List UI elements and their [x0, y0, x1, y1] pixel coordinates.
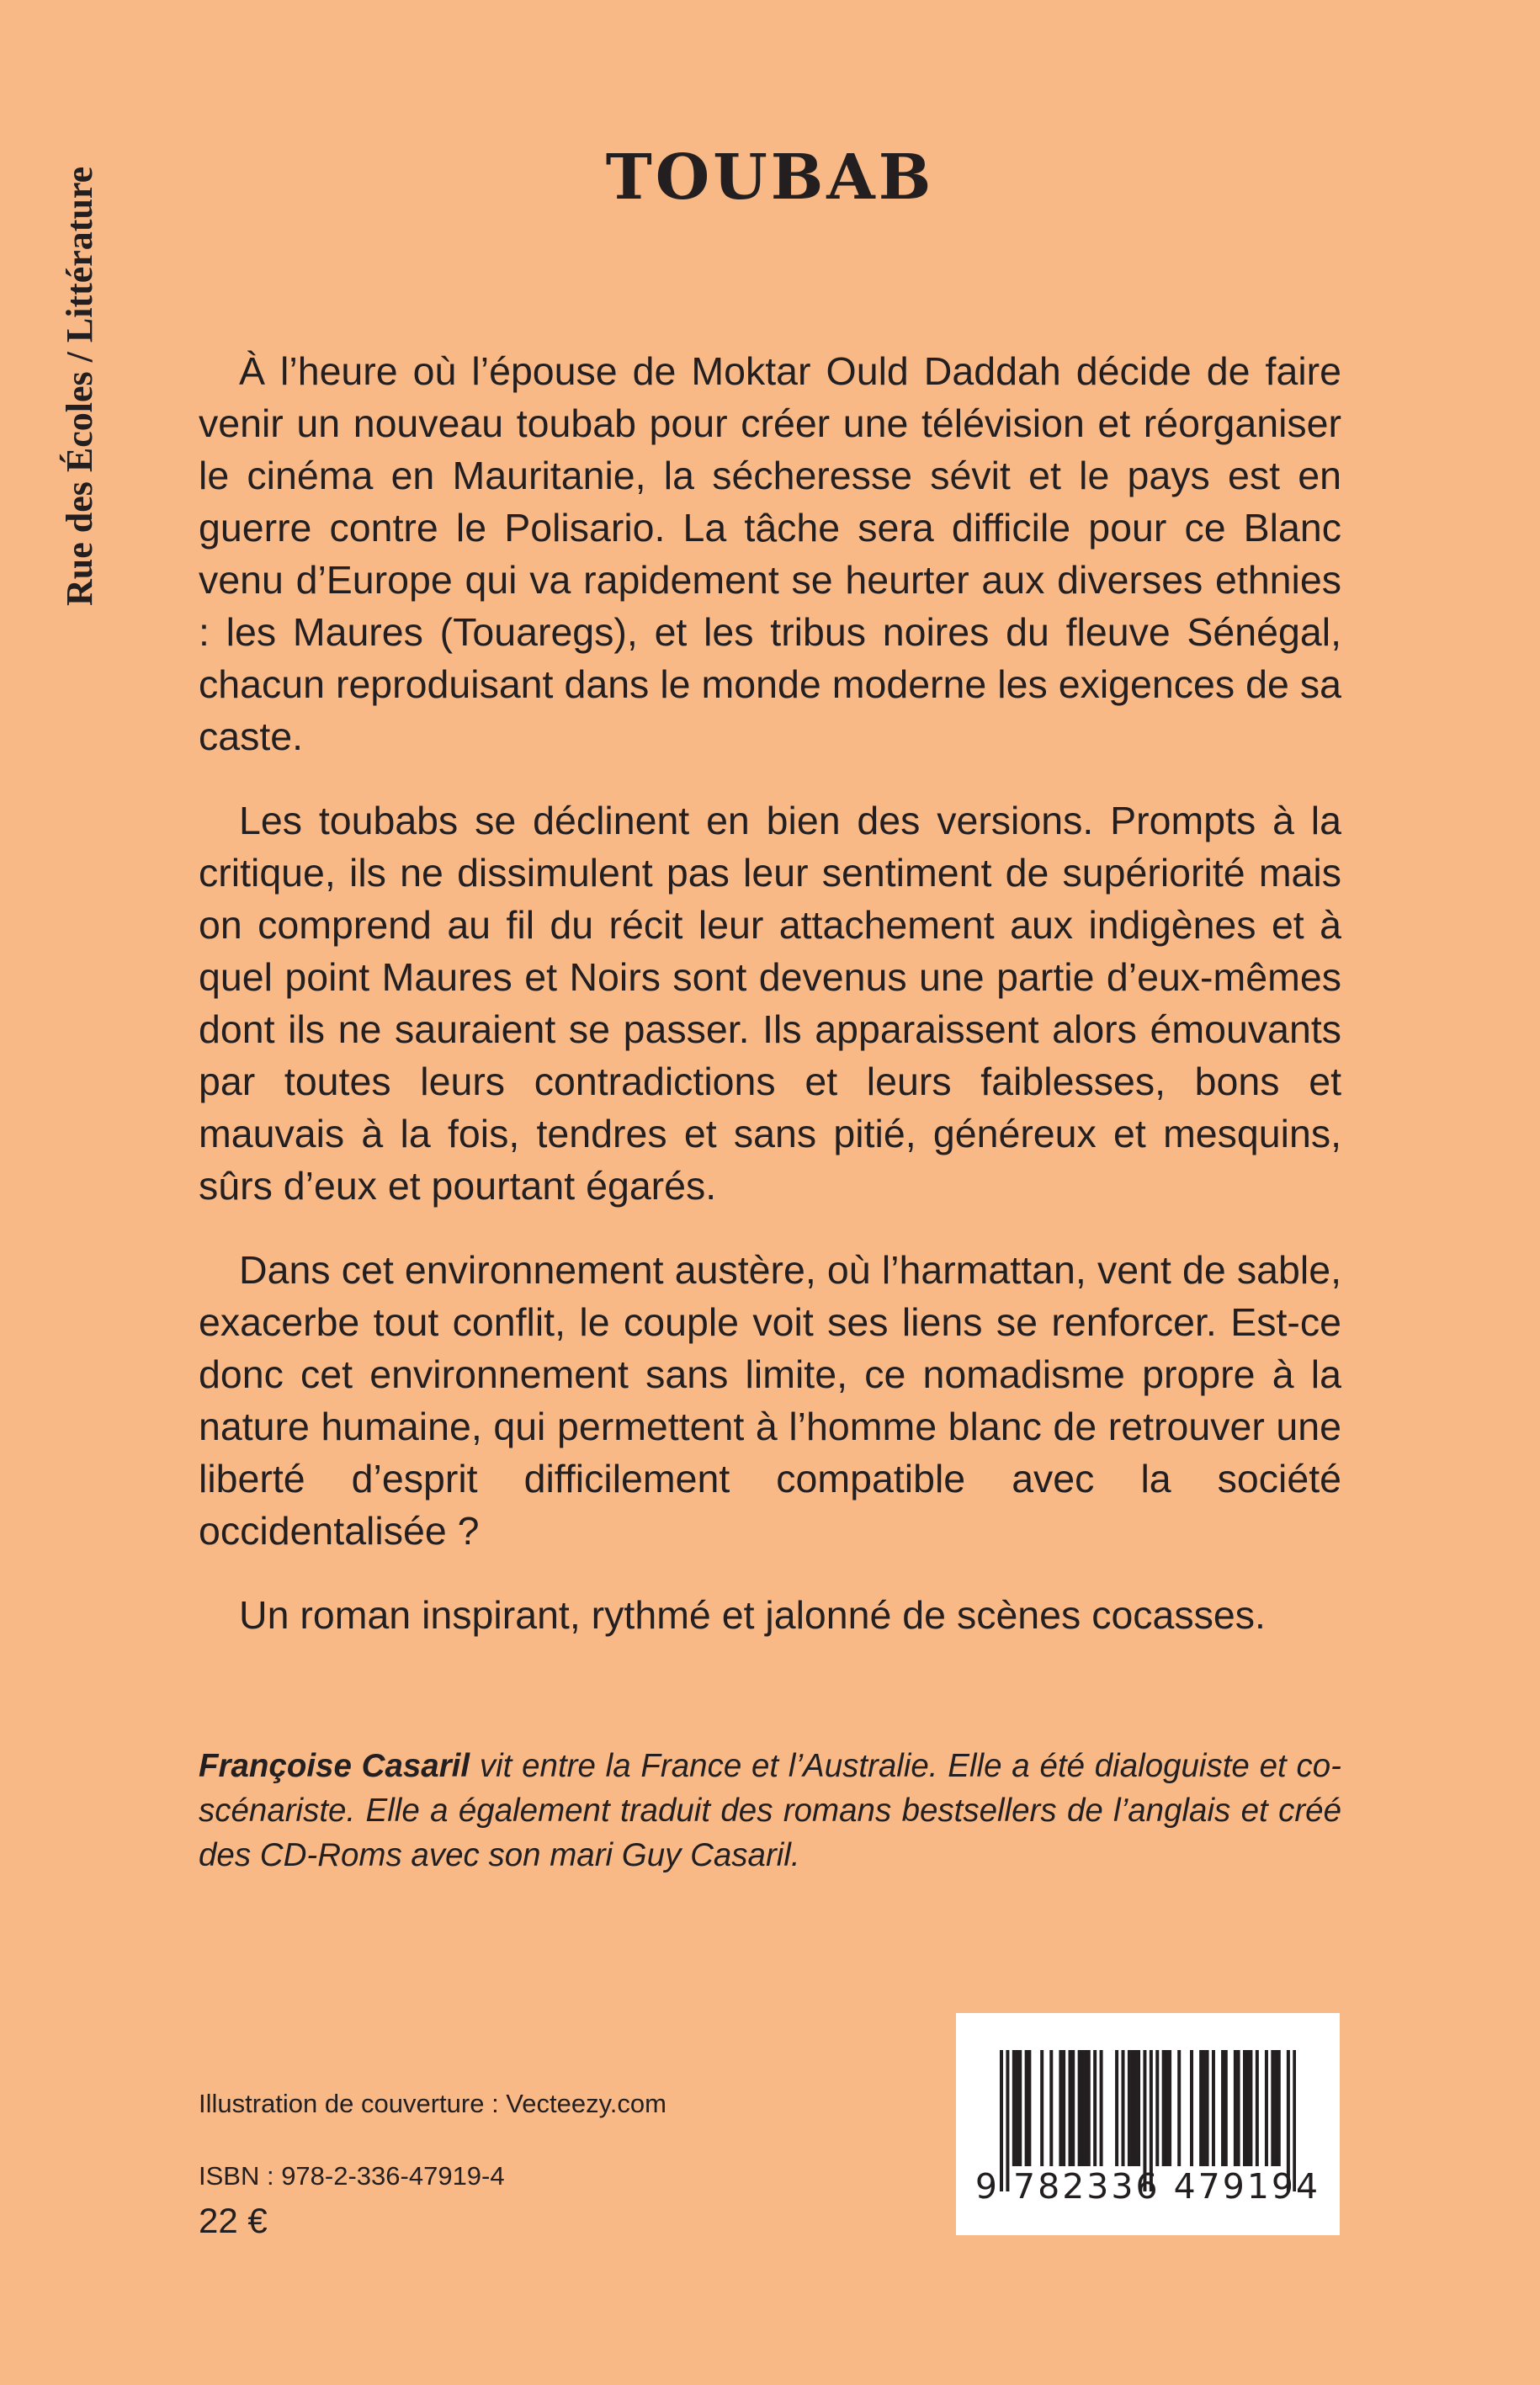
barcode-bar: [1237, 2050, 1240, 2166]
barcode-bar: [1078, 2050, 1081, 2166]
barcode-bar: [1162, 2050, 1166, 2166]
barcode-bar: [1059, 2050, 1062, 2166]
barcode-bar: [1081, 2050, 1084, 2166]
barcode-bar: [1131, 2050, 1134, 2166]
author-name: Françoise Casaril: [199, 1748, 470, 1784]
synopsis-paragraph: Dans cet environnement austère, où l’harmattan, vent de sable, exacerbe tout conflit, le couple voit ses liens se renforcer. Est-ce donc cet environnement sans limite, ce nomadisme propre à la nature humaine, qui permettent à l’homme blanc de retrouver une liberté d’esprit difficilement compatible avec la société occidentalisée ?: [199, 1248, 1341, 1553]
barcode: [956, 2013, 1340, 2235]
barcode-bar: [1137, 2050, 1140, 2166]
synopsis: [199, 345, 1341, 1673]
price: 22 €: [199, 2201, 268, 2240]
spine-collection-label: Rue des Écoles / Littérature: [59, 166, 100, 606]
author-bio: [199, 1744, 1341, 1878]
barcode-bar: [1155, 2050, 1159, 2166]
barcode-bar: [1199, 2050, 1203, 2166]
isbn: ISBN : 978-2-336-47919-4: [199, 2161, 505, 2191]
barcode-bar: [1243, 2050, 1246, 2166]
barcode-bar: [1049, 2050, 1053, 2166]
barcode-bar: [1249, 2050, 1252, 2166]
barcode-bar: [1069, 2050, 1072, 2166]
barcode-bar: [1246, 2050, 1250, 2166]
synopsis-paragraph: À l’heure où l’épouse de Moktar Ould Daddah décide de faire venir un nouveau toubab pour créer une télévision et réorganiser le cinéma en Mauritanie, la sécheresse sévit et le pays est en guerre contre le Polisario. La tâche sera difficile pour ce Blanc venu d’Europe qui va rapidement se heurter aux diverses ethnies : les Maures (Touaregs), et les tribus noires du fleuve Sénégal, chacun reproduisant dans le monde moderne les exigences de sa caste.: [199, 349, 1341, 758]
barcode-bar: [1256, 2050, 1259, 2166]
barcode-bar: [1190, 2050, 1193, 2166]
barcode-bar: [1203, 2050, 1206, 2166]
barcode-bar: [1040, 2050, 1043, 2166]
barcode-bar: [1100, 2050, 1103, 2166]
barcode-bar: [1265, 2050, 1268, 2166]
barcode-bar: [1016, 2050, 1019, 2166]
barcode-bar: [1224, 2050, 1228, 2166]
barcode-bar: [1115, 2050, 1118, 2166]
barcode-bar: [1018, 2050, 1022, 2166]
barcode-bar: [1277, 2050, 1281, 2166]
barcode-bar: [1234, 2050, 1237, 2166]
synopsis-paragraph: Un roman inspirant, rythmé et jalonné de scènes cocasses.: [239, 1593, 1266, 1637]
barcode-bar: [1062, 2050, 1065, 2166]
barcode-bar: [1221, 2050, 1224, 2166]
barcode-bar: [1128, 2050, 1131, 2166]
synopsis-paragraph: Les toubabs se déclinent en bien des versions. Prompts à la critique, ils ne dissimulent pas leur sentiment de supériorité mais on comprend au fil du récit leur attachement aux indigènes et à quel point Maures et Noirs sont devenus une partie d’eux-mêmes dont ils ne sauraient se passer. Ils apparaissent alors émouvants par toutes leurs contradictions et leurs faiblesses, bons et mauvais à la fois, tendres et sans pitié, généreux et mesquins, sûrs d’eux et pourtant égarés.: [199, 799, 1341, 1208]
barcode-bar: [1087, 2050, 1091, 2166]
barcode-bar: [1271, 2050, 1274, 2166]
barcode-bar: [1165, 2050, 1168, 2166]
barcode-bar: [1212, 2050, 1215, 2166]
barcode-digits: 9 782336 479194: [974, 2166, 1321, 2207]
barcode-bar: [1093, 2050, 1097, 2166]
book-title: TOUBAB: [605, 141, 935, 214]
barcode-bar: [1071, 2050, 1075, 2166]
barcode-bar: [1084, 2050, 1087, 2166]
barcode-bar: [1025, 2050, 1028, 2166]
barcode-bar: [1122, 2050, 1125, 2166]
cover-illustration-credit: Illustration de couverture : Vecteezy.com: [199, 2089, 666, 2118]
author-bio-text: vit entre la France et l’Australie. Elle a été dialoguiste et co-scénariste. Elle a également traduit des romans bestsellers de l’anglais et créé des CD-Roms avec son mari Guy Casaril.: [199, 1748, 1341, 1873]
barcode-bar: [1012, 2050, 1016, 2166]
barcode-bar: [1206, 2050, 1209, 2166]
barcode-bar: [1177, 2050, 1181, 2166]
barcode-bar: [1168, 2050, 1171, 2166]
barcode-bar: [1134, 2050, 1137, 2166]
barcode-bar: [1274, 2050, 1277, 2166]
barcode-bar: [1028, 2050, 1031, 2166]
